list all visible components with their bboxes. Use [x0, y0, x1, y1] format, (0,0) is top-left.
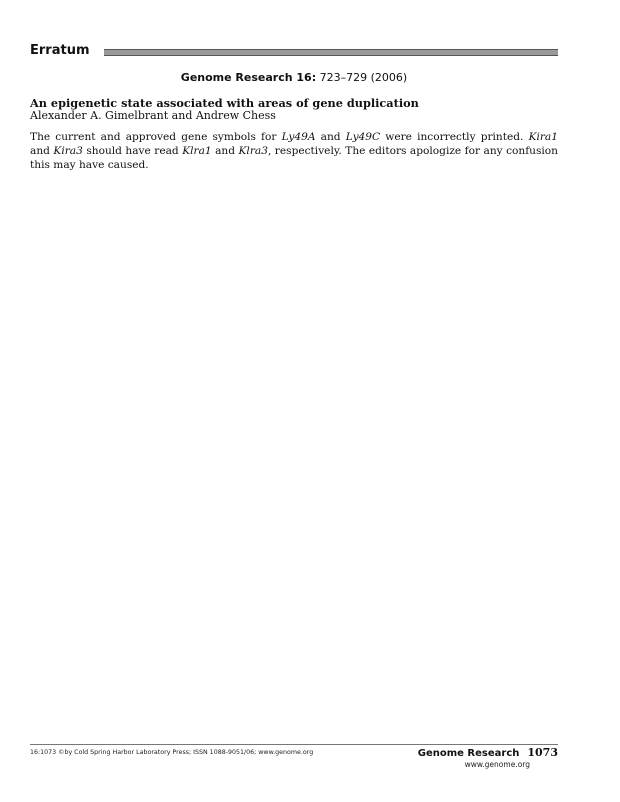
footer-url[interactable]: www.genome.org	[464, 760, 530, 769]
section-label: Erratum	[30, 43, 90, 58]
footer-copyright: 16:1073 ©by Cold Spring Harbor Laboratory Press; ISSN 1088-9051/06; www.genome.org	[30, 749, 314, 756]
body-text-segment: The current and approved gene symbols for	[30, 131, 282, 143]
body-text-segment: , respectively. The editors apologize for any confusion this may have caused.	[30, 145, 559, 171]
citation	[30, 71, 558, 85]
gene-symbol: Ly49A	[281, 131, 316, 143]
body-text-segment: and	[30, 145, 54, 157]
body-text-segment: and	[211, 145, 239, 157]
citation-journal: Genome Research 16:	[180, 71, 317, 84]
footer-journal-block	[418, 745, 558, 769]
header-rule	[104, 49, 558, 56]
section-header	[30, 43, 558, 61]
gene-symbol: Klra3	[238, 145, 268, 157]
gene-symbol: Kira1	[528, 131, 558, 143]
body-text-segment: should have read	[82, 145, 183, 157]
page-number: 1073	[527, 746, 558, 759]
article-authors: Alexander A. Gimelbrant and Andrew Chess	[30, 109, 276, 122]
body-text-segment: and	[315, 131, 346, 143]
gene-symbol: Ly49C	[345, 131, 381, 143]
footer-journal-name: Genome Research	[417, 748, 520, 759]
gene-symbol: Kira3	[53, 145, 83, 157]
erratum-paragraph	[30, 130, 558, 172]
article-title: An epigenetic state associated with areas of gene duplication	[30, 96, 419, 110]
body-text-segment: were incorrectly printed.	[380, 131, 529, 143]
gene-symbol: Klra1	[182, 145, 212, 157]
citation-pages: 723–729 (2006)	[319, 71, 408, 84]
